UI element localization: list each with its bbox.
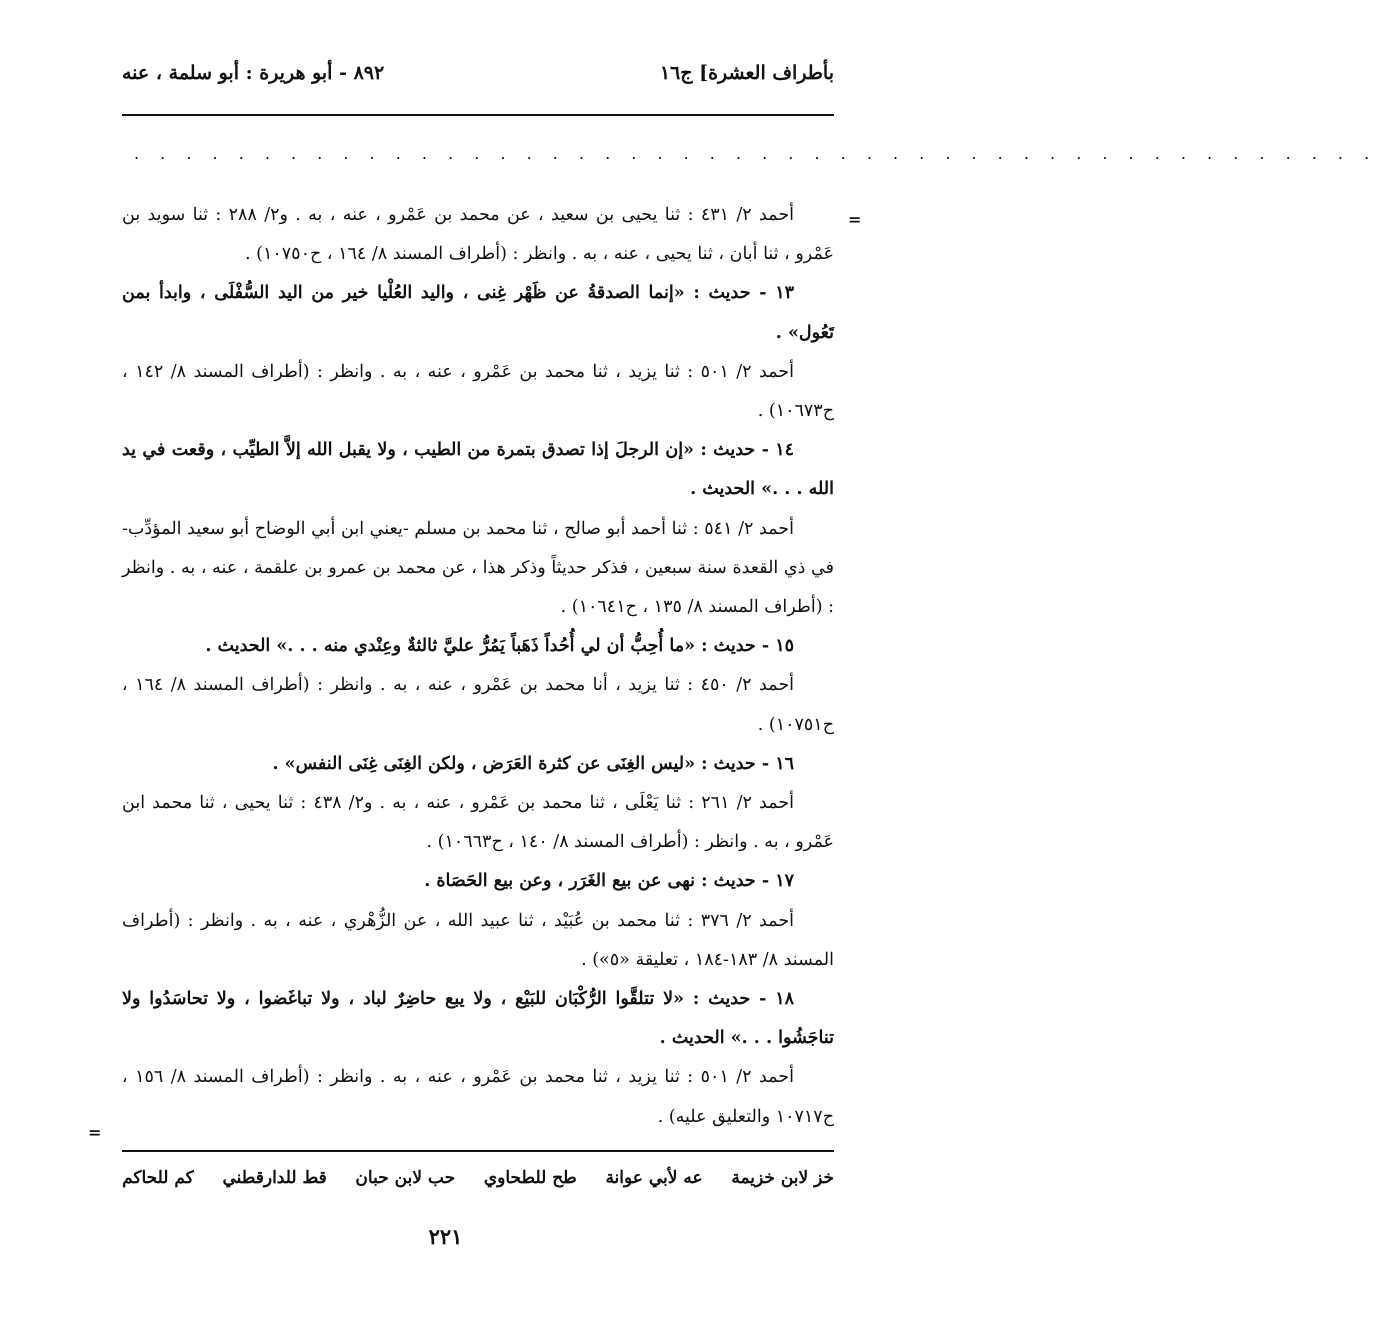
source-paragraph: أحمد ٢/ ٤٣١ : ثنا يحيى بن سعيد ، عن محمد بن عَمْرو ، عنه ، به . و٢/ ٢٨٨ : ثنا سويد بن عَمْرو ، ثنا أبان ، ثنا يحيى ، عنه ، به . وانظر : (أطراف المسند ٨/ ١٦٤ ، ح١٠٧٥٠) . [122, 205, 834, 265]
source-paragraph: أحمد ٢/ ٥٤١ : ثنا أحمد أبو صالح ، ثنا محمد بن مسلم -يعني ابن أبي الوضاح أبو سعيد المؤدِّب- في ذي القعدة سنة سبعين ، فذكر حديثاً وذكر هذا ، عن محمد بن عمرو بن علقمة ، عنه ، به . وانظر : (أطراف المسند ٨/ ١٣٥ ، ح١٠٦٤١) . [122, 518, 834, 618]
source-paragraph: أحمد ٢/ ٣٧٦ : ثنا محمد بن عُبَيْد ، ثنا عبيد الله ، عن الزُّهْري ، عنه ، به . وانظر : (أطراف المسند ٨/ ١٨٣-١٨٤ ، تعليقة «٥») . [122, 910, 834, 970]
continuation-mark: = [88, 1123, 102, 1142]
hadith-paragraph: ١٣ - حديث : «إنما الصدقةُ عن ظَهْر غِنى ، واليد العُلْيا خير من اليد السُّفْلَى ، وابدأ بمن تَعُول» . [122, 283, 834, 343]
footer-rule [122, 1150, 834, 1152]
abbreviation-item: عه لأبي عوانة [605, 1168, 703, 1188]
abbreviation-item: خز لابن خزيمة [731, 1168, 834, 1188]
header-rule [122, 114, 834, 116]
source-paragraph: أحمد ٢/ ٥٠١ : ثنا يزيد ، ثنا محمد بن عَمْرو ، عنه ، به . وانظر : (أطراف المسند ٨/ ١٤٢ ، ح١٠٦٧٣) . [122, 361, 834, 422]
hadith-paragraph: ١٧ - حديث : نهى عن بيع الغَرَر ، وعن بيع الحَصَاة . [424, 871, 794, 892]
source-paragraph: أحمد ٢/ ٥٠١ : ثنا يزيد ، ثنا محمد بن عَمْرو ، عنه ، به . وانظر : (أطراف المسند ٨/ ١٥٦ ، ح١٠٧١٧ والتعليق عليه) . [122, 1067, 834, 1127]
hadith-paragraph: ١٦ - حديث : «ليس الغِنَى عن كثرة العَرَض ، ولكن الغِنَى غِنَى النفس» . [272, 753, 794, 774]
header-book-title: بأطراف العشرة] ج١٦ [659, 62, 834, 84]
separator-dots: . . . . . . . . . . . . . . . . . . . . . . . . . . . . . . . . . . . . . . . . . . . . . . . . [134, 144, 1377, 163]
abbreviation-item: طح للطحاوي [483, 1168, 577, 1188]
abbreviation-item: حب لابن حبان [355, 1168, 456, 1188]
hadith-paragraph: ١٨ - حديث : «لا تتلقَّوا الرُّكْبَان للبَيْع ، ولا يبع حاضِرٌ لباد ، ولا تباغَضوا ، ولا تحاسَدُوا ولا تناجَشُوا . . .» الحديث . [122, 989, 834, 1049]
header-section-title: ٨٩٢ - أبو هريرة : أبو سلمة ، عنه [122, 62, 385, 84]
hadith-paragraph: ١٥ - حديث : «ما أُحِبُّ أن لي أُحُداً ذَهَباً يَمُرُّ عليَّ ثالثةٌ وعِنْدي منه . . .» الحديث . [205, 636, 794, 657]
page-number: ٢٢١ [428, 1224, 463, 1249]
abbreviation-key [122, 1168, 834, 1188]
abbreviation-item: قط للدارقطني [222, 1168, 327, 1188]
hadith-paragraph: ١٤ - حديث : «إن الرجلَ إذا تصدق بتمرة من الطيب ، ولا يقبل الله إلاَّ الطيِّب ، وقعت في يد الله . . .» الحديث . [122, 440, 834, 500]
abbreviation-item: كم للحاكم [122, 1168, 194, 1188]
source-paragraph: أحمد ٢/ ٤٥٠ : ثنا يزيد ، أنا محمد بن عَمْرو ، عنه ، به . وانظر : (أطراف المسند ٨/ ١٦٤ ، ح١٠٧٥١) . [122, 675, 834, 735]
source-paragraph: أحمد ٢/ ٢٦١ : ثنا يَعْلَى ، ثنا محمد بن عَمْرو ، عنه ، به . و٢/ ٤٣٨ : ثنا يحيى ، ثنا محمد ابن عَمْرو ، به . وانظر : (أطراف المسند ٨/ ١٤٠ ، ح١٠٦٦٣) . [122, 793, 834, 853]
running-header [122, 58, 834, 98]
continuation-mark: = [848, 210, 862, 229]
main-text [122, 196, 834, 1137]
